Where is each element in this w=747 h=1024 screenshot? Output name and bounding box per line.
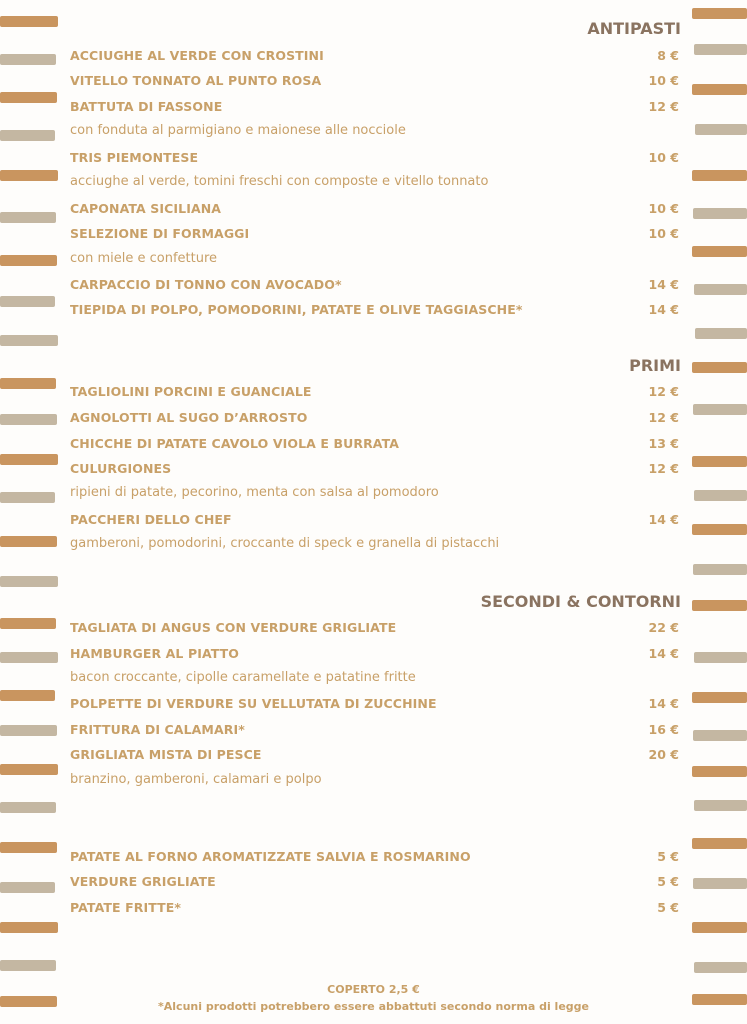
menu-item xyxy=(70,99,679,119)
stripe xyxy=(692,600,747,611)
right-stripe-border xyxy=(692,0,747,1024)
stripe xyxy=(692,766,747,777)
item-name: TAGLIOLINI PORCINI E GUANCIALE xyxy=(70,384,312,399)
item-price: 10 € xyxy=(648,73,679,88)
item-name: CAPONATA SICILIANA xyxy=(70,201,222,216)
item-name: TIEPIDA DI POLPO, POMODORINI, PATATE E OLIVE TAGGIASCHE* xyxy=(70,302,523,317)
section-title-primi: PRIMI xyxy=(629,356,681,375)
stripe xyxy=(692,922,747,933)
menu-item xyxy=(70,302,679,322)
item-name: SELEZIONE DI FORMAGGI xyxy=(70,226,250,241)
stripe xyxy=(0,576,58,587)
stripe xyxy=(0,54,56,65)
stripe xyxy=(0,652,58,663)
stripe xyxy=(0,296,55,307)
stripe xyxy=(694,962,747,973)
item-price: 20 € xyxy=(648,747,679,762)
item-price: 10 € xyxy=(648,226,679,241)
stripe xyxy=(0,170,58,181)
stripe xyxy=(0,130,55,141)
item-price: 14 € xyxy=(648,696,679,711)
stripe xyxy=(693,730,747,741)
item-name: TAGLIATA DI ANGUS CON VERDURE GRIGLIATE xyxy=(70,620,397,635)
section-title-antipasti: ANTIPASTI xyxy=(587,19,681,38)
menu-item xyxy=(70,201,679,221)
stripe xyxy=(692,246,747,257)
menu-item xyxy=(70,226,679,246)
stripe xyxy=(692,362,747,373)
item-name: HAMBURGER AL PIATTO xyxy=(70,646,240,661)
menu-item xyxy=(70,646,679,666)
stripe xyxy=(692,524,747,535)
item-name: CHICCHE DI PATATE CAVOLO VIOLA E BURRATA xyxy=(70,436,400,451)
stripe xyxy=(0,492,55,503)
item-name: PATATE AL FORNO AROMATIZZATE SALVIA E ROSMARINO xyxy=(70,849,471,864)
stripe xyxy=(0,454,58,465)
item-description: con miele e confetture xyxy=(70,251,218,266)
item-price: 14 € xyxy=(648,277,679,292)
item-name: CARPACCIO DI TONNO CON AVOCADO* xyxy=(70,277,342,292)
stripe xyxy=(0,764,58,775)
stripe xyxy=(0,842,57,853)
stripe xyxy=(693,878,747,889)
stripe xyxy=(693,208,747,219)
item-price: 5 € xyxy=(657,874,679,889)
item-name: AGNOLOTTI AL SUGO D’ARROSTO xyxy=(70,410,308,425)
item-name: VERDURE GRIGLIATE xyxy=(70,874,216,889)
legal-note: *Alcuni prodotti potrebbero essere abbattuti secondo norma di legge xyxy=(158,1000,589,1013)
item-name: PATATE FRITTE* xyxy=(70,900,182,915)
item-name: PACCHERI DELLO CHEF xyxy=(70,512,232,527)
item-price: 12 € xyxy=(648,99,679,114)
stripe xyxy=(0,960,56,971)
stripe xyxy=(0,618,56,629)
coperto-note: COPERTO 2,5 € xyxy=(327,983,420,996)
item-price: 10 € xyxy=(648,201,679,216)
stripe xyxy=(694,284,747,295)
item-name: POLPETTE DI VERDURE SU VELLUTATA DI ZUCCHINE xyxy=(70,696,437,711)
item-description: acciughe al verde, tomini freschi con composte e vitello tonnato xyxy=(70,174,489,189)
menu-item xyxy=(70,747,679,767)
item-name: CULURGIONES xyxy=(70,461,172,476)
stripe xyxy=(0,690,55,701)
menu-item xyxy=(70,410,679,430)
item-name: FRITTURA DI CALAMARI* xyxy=(70,722,245,737)
menu-item xyxy=(70,384,679,404)
stripe xyxy=(693,404,747,415)
item-description: bacon croccante, cipolle caramellate e patatine fritte xyxy=(70,670,416,685)
menu-item xyxy=(70,436,679,456)
menu-item xyxy=(70,620,679,640)
stripe xyxy=(694,490,747,501)
menu-item xyxy=(70,73,679,93)
stripe xyxy=(693,564,747,575)
stripe xyxy=(0,802,56,813)
stripe xyxy=(692,692,747,703)
item-name: ACCIUGHE AL VERDE CON CROSTINI xyxy=(70,48,324,63)
stripe xyxy=(695,328,747,339)
section-title-secondi: SECONDI & CONTORNI xyxy=(480,592,681,611)
menu-item xyxy=(70,874,679,894)
left-stripe-border xyxy=(0,0,58,1024)
item-price: 14 € xyxy=(648,512,679,527)
menu-item xyxy=(70,461,679,481)
stripe xyxy=(0,212,56,223)
item-price: 12 € xyxy=(648,410,679,425)
stripe xyxy=(694,652,747,663)
stripe xyxy=(692,170,747,181)
item-price: 5 € xyxy=(657,900,679,915)
stripe xyxy=(0,882,55,893)
stripe xyxy=(0,92,57,103)
menu-item xyxy=(70,512,679,532)
item-price: 12 € xyxy=(648,461,679,476)
stripe xyxy=(694,44,747,55)
stripe xyxy=(0,725,57,736)
item-description: gamberoni, pomodorini, croccante di speck e granella di pistacchi xyxy=(70,536,500,551)
stripe xyxy=(0,255,57,266)
item-name: BATTUTA DI FASSONE xyxy=(70,99,223,114)
item-price: 5 € xyxy=(657,849,679,864)
menu-item xyxy=(70,48,679,68)
stripe xyxy=(695,124,747,135)
item-price: 14 € xyxy=(648,302,679,317)
stripe xyxy=(694,800,747,811)
stripe xyxy=(0,414,57,425)
menu-item xyxy=(70,277,679,297)
stripe xyxy=(0,536,57,547)
item-price: 13 € xyxy=(648,436,679,451)
menu-item xyxy=(70,849,679,869)
item-description: ripieni di patate, pecorino, menta con salsa al pomodoro xyxy=(70,485,439,500)
stripe xyxy=(0,922,58,933)
stripe xyxy=(0,378,56,389)
menu-item xyxy=(70,900,679,920)
item-name: VITELLO TONNATO AL PUNTO ROSA xyxy=(70,73,322,88)
item-price: 8 € xyxy=(657,48,679,63)
item-description: branzino, gamberoni, calamari e polpo xyxy=(70,772,322,787)
stripe xyxy=(692,838,747,849)
menu-item xyxy=(70,696,679,716)
menu-item xyxy=(70,722,679,742)
item-price: 16 € xyxy=(648,722,679,737)
stripe xyxy=(692,456,747,467)
stripe xyxy=(0,335,58,346)
stripe xyxy=(692,8,747,19)
item-description: con fonduta al parmigiano e maionese alle nocciole xyxy=(70,123,406,138)
item-price: 14 € xyxy=(648,646,679,661)
item-name: GRIGLIATA MISTA DI PESCE xyxy=(70,747,262,762)
stripe xyxy=(692,84,747,95)
item-price: 10 € xyxy=(648,150,679,165)
menu-item xyxy=(70,150,679,170)
stripe xyxy=(0,16,58,27)
item-price: 12 € xyxy=(648,384,679,399)
item-price: 22 € xyxy=(648,620,679,635)
item-name: TRIS PIEMONTESE xyxy=(70,150,199,165)
